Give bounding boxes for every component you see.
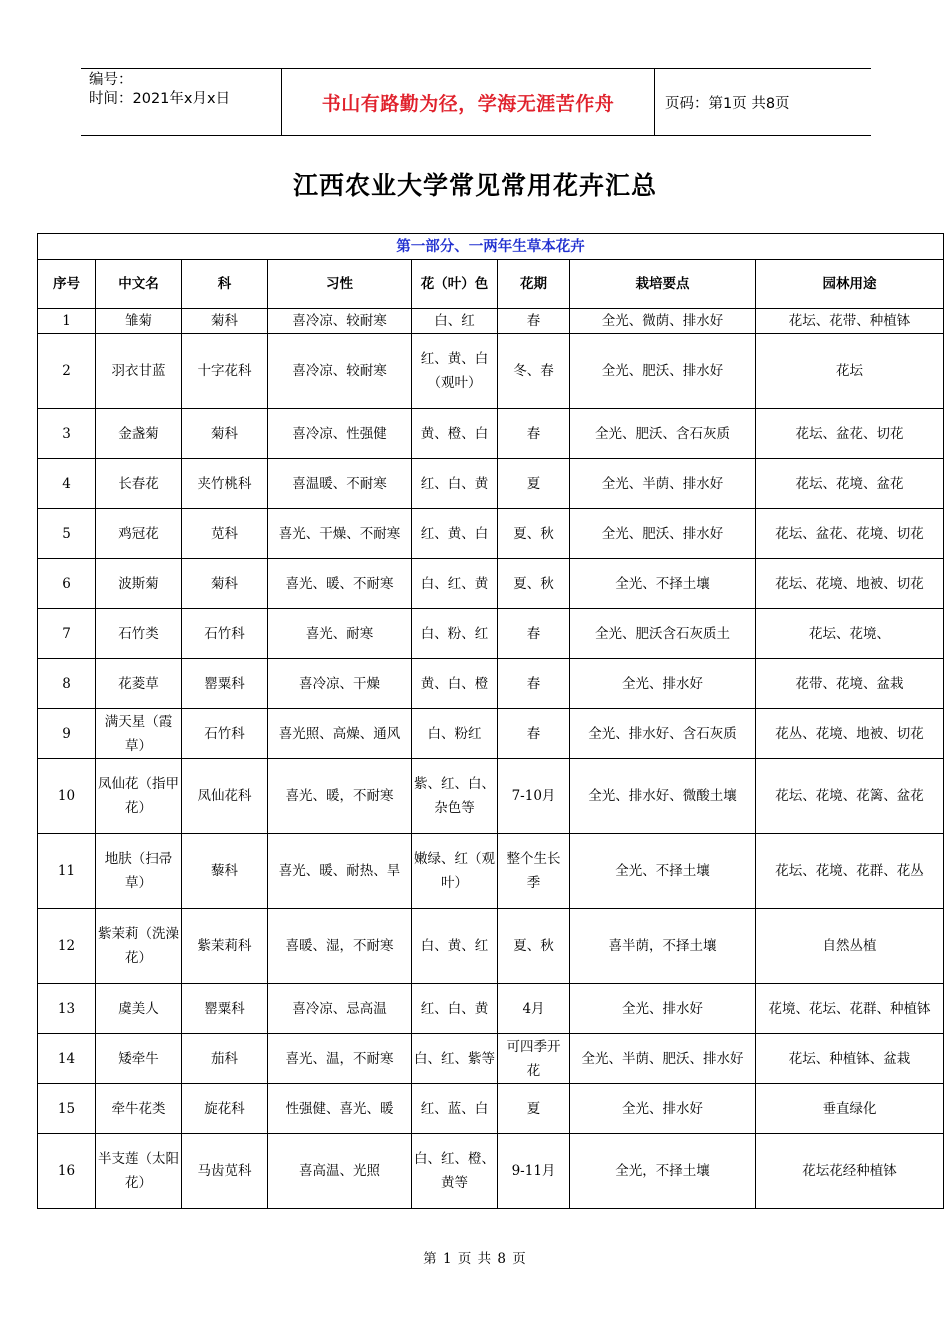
flower-table — [37, 233, 944, 1209]
table-row — [38, 659, 944, 709]
cell-family: 藜科 — [182, 834, 268, 909]
cell-family: 夹竹桃科 — [182, 459, 268, 509]
table-row — [38, 709, 944, 759]
cell-name: 虞美人 — [96, 984, 182, 1034]
cell-family: 罂粟科 — [182, 984, 268, 1034]
cell-cultivation: 全光、排水好、含石灰质 — [570, 709, 756, 759]
cell-usage: 花丛、花境、地被、切花 — [756, 709, 944, 759]
cell-usage: 花坛、种植钵、盆栽 — [756, 1034, 944, 1084]
table-row — [38, 909, 944, 984]
table-row — [38, 834, 944, 909]
cell-usage: 花坛花经种植钵 — [756, 1134, 944, 1209]
cell-family: 凤仙花科 — [182, 759, 268, 834]
cell-family: 马齿苋科 — [182, 1134, 268, 1209]
cell-usage: 花境、花坛、花群、种植钵 — [756, 984, 944, 1034]
cell-cultivation: 全光，不择土壤 — [570, 1134, 756, 1209]
cell-cultivation: 全光、排水好 — [570, 984, 756, 1034]
cell-index: 4 — [38, 459, 96, 509]
cell-habit: 喜光照、高燥、通风 — [268, 709, 412, 759]
cell-season: 春 — [498, 409, 570, 459]
cell-name: 矮牵牛 — [96, 1034, 182, 1084]
table-row — [38, 1084, 944, 1134]
cell-usage: 花坛、花境、花群、花丛 — [756, 834, 944, 909]
col-header-usage: 园林用途 — [756, 260, 944, 309]
cell-name: 花菱草 — [96, 659, 182, 709]
cell-family: 苋科 — [182, 509, 268, 559]
cell-color: 白、粉红 — [412, 709, 498, 759]
cell-color: 红、黄、白 — [412, 509, 498, 559]
cell-family: 旋花科 — [182, 1084, 268, 1134]
cell-name: 波斯菊 — [96, 559, 182, 609]
cell-habit: 喜冷凉、忌高温 — [268, 984, 412, 1034]
cell-habit: 喜光、暖、耐热、旱 — [268, 834, 412, 909]
cell-season: 9-11月 — [498, 1134, 570, 1209]
table-row — [38, 309, 944, 334]
cell-season: 可四季开花 — [498, 1034, 570, 1084]
cell-habit: 喜光、干燥、不耐寒 — [268, 509, 412, 559]
cell-season: 夏、秋 — [498, 909, 570, 984]
cell-index: 1 — [38, 309, 96, 334]
cell-habit: 喜高温、光照 — [268, 1134, 412, 1209]
cell-habit: 喜光、温，不耐寒 — [268, 1034, 412, 1084]
cell-usage: 花坛、花带、种植钵 — [756, 309, 944, 334]
cell-cultivation: 全光、不择土壤 — [570, 559, 756, 609]
table-header-row — [38, 260, 944, 309]
cell-cultivation: 全光、半荫、排水好 — [570, 459, 756, 509]
cell-index: 16 — [38, 1134, 96, 1209]
header-page-info: 页码：第1页 共8页 — [665, 95, 790, 112]
cell-color: 白、红、橙、黄等 — [412, 1134, 498, 1209]
cell-season: 7-10月 — [498, 759, 570, 834]
col-header-name: 中文名 — [96, 260, 182, 309]
cell-color: 白、粉、红 — [412, 609, 498, 659]
cell-usage: 花坛、花境、 — [756, 609, 944, 659]
cell-index: 5 — [38, 509, 96, 559]
cell-color: 白、红、紫等 — [412, 1034, 498, 1084]
table-row — [38, 1134, 944, 1209]
table-row — [38, 1034, 944, 1084]
cell-cultivation: 喜半荫，不择土壤 — [570, 909, 756, 984]
cell-name: 雏菊 — [96, 309, 182, 334]
cell-season: 春 — [498, 309, 570, 334]
cell-color: 白、红、黄 — [412, 559, 498, 609]
cell-season: 春 — [498, 709, 570, 759]
cell-family: 罂粟科 — [182, 659, 268, 709]
table-row — [38, 984, 944, 1034]
cell-color: 白、黄、红 — [412, 909, 498, 984]
cell-habit: 喜暖、湿，不耐寒 — [268, 909, 412, 984]
time-label: 时间：2021年x月x日 — [89, 91, 231, 107]
cell-usage: 花坛、花境、地被、切花 — [756, 559, 944, 609]
cell-color: 紫、红、白、杂色等 — [412, 759, 498, 834]
cell-name: 满天星（霞草） — [96, 709, 182, 759]
cell-family: 十字花科 — [182, 334, 268, 409]
cell-usage: 花坛、花境、花篱、盆花 — [756, 759, 944, 834]
cell-season: 春 — [498, 609, 570, 659]
cell-habit: 喜冷凉、较耐寒 — [268, 309, 412, 334]
cell-cultivation: 全光、排水好 — [570, 659, 756, 709]
cell-name: 长春花 — [96, 459, 182, 509]
cell-cultivation: 全光、排水好、微酸土壤 — [570, 759, 756, 834]
cell-family: 菊科 — [182, 559, 268, 609]
page-title: 江西农业大学常见常用花卉汇总 — [292, 171, 657, 200]
cell-family: 茄科 — [182, 1034, 268, 1084]
table-row — [38, 409, 944, 459]
col-header-habit: 习性 — [268, 260, 412, 309]
page-footer: 第 1 页 共 8 页 — [423, 1251, 527, 1267]
cell-cultivation: 全光、肥沃、排水好 — [570, 334, 756, 409]
cell-name: 金盏菊 — [96, 409, 182, 459]
col-header-family: 科 — [182, 260, 268, 309]
section-row — [38, 234, 944, 260]
cell-name: 牵牛花类 — [96, 1084, 182, 1134]
cell-color: 红、白、黄 — [412, 459, 498, 509]
cell-habit: 喜光、暖，不耐寒 — [268, 759, 412, 834]
cell-usage: 花坛、花境、盆花 — [756, 459, 944, 509]
cell-name: 凤仙花（指甲花） — [96, 759, 182, 834]
cell-color: 白、红 — [412, 309, 498, 334]
cell-habit: 喜温暖、不耐寒 — [268, 459, 412, 509]
col-header-cultivation: 栽培要点 — [570, 260, 756, 309]
cell-name: 羽衣甘蓝 — [96, 334, 182, 409]
cell-cultivation: 全光、排水好 — [570, 1084, 756, 1134]
cell-index: 9 — [38, 709, 96, 759]
table-row — [38, 509, 944, 559]
cell-family: 紫茉莉科 — [182, 909, 268, 984]
cell-season: 夏、秋 — [498, 559, 570, 609]
document-header — [81, 68, 871, 136]
cell-index: 8 — [38, 659, 96, 709]
cell-usage: 花坛、盆花、切花 — [756, 409, 944, 459]
cell-index: 6 — [38, 559, 96, 609]
cell-usage: 自然丛植 — [756, 909, 944, 984]
cell-color: 红、黄、白（观叶） — [412, 334, 498, 409]
cell-habit: 喜光、耐寒 — [268, 609, 412, 659]
number-label: 编号： — [89, 72, 133, 88]
cell-habit: 性强健、喜光、暖 — [268, 1084, 412, 1134]
cell-season: 整个生长季 — [498, 834, 570, 909]
cell-usage: 垂直绿化 — [756, 1084, 944, 1134]
cell-usage: 花坛、盆花、花境、切花 — [756, 509, 944, 559]
cell-cultivation: 全光、肥沃含石灰质土 — [570, 609, 756, 659]
cell-name: 鸡冠花 — [96, 509, 182, 559]
table-row — [38, 609, 944, 659]
cell-name: 石竹类 — [96, 609, 182, 659]
table-row — [38, 334, 944, 409]
cell-color: 黄、橙、白 — [412, 409, 498, 459]
cell-habit: 喜冷凉、较耐寒 — [268, 334, 412, 409]
col-header-index: 序号 — [38, 260, 96, 309]
cell-color: 红、蓝、白 — [412, 1084, 498, 1134]
table-row — [38, 559, 944, 609]
cell-index: 3 — [38, 409, 96, 459]
table-row — [38, 759, 944, 834]
cell-season: 冬、春 — [498, 334, 570, 409]
cell-season: 4月 — [498, 984, 570, 1034]
cell-index: 13 — [38, 984, 96, 1034]
cell-habit: 喜冷凉、性强健 — [268, 409, 412, 459]
cell-habit: 喜光、暖、不耐寒 — [268, 559, 412, 609]
cell-cultivation: 全光、微荫、排水好 — [570, 309, 756, 334]
cell-name: 半支莲（太阳花） — [96, 1134, 182, 1209]
cell-index: 14 — [38, 1034, 96, 1084]
cell-family: 石竹科 — [182, 609, 268, 659]
cell-season: 夏 — [498, 459, 570, 509]
cell-name: 地肤（扫帚草） — [96, 834, 182, 909]
cell-family: 菊科 — [182, 409, 268, 459]
cell-name: 紫茉莉（洗澡花） — [96, 909, 182, 984]
cell-season: 夏、秋 — [498, 509, 570, 559]
cell-season: 夏 — [498, 1084, 570, 1134]
cell-cultivation: 全光、不择土壤 — [570, 834, 756, 909]
cell-color: 黄、白、橙 — [412, 659, 498, 709]
cell-habit: 喜冷凉、干燥 — [268, 659, 412, 709]
cell-index: 11 — [38, 834, 96, 909]
col-header-season: 花期 — [498, 260, 570, 309]
table-row — [38, 459, 944, 509]
cell-usage: 花坛 — [756, 334, 944, 409]
cell-cultivation: 全光、肥沃、含石灰质 — [570, 409, 756, 459]
cell-season: 春 — [498, 659, 570, 709]
cell-color: 嫩绿、红（观叶） — [412, 834, 498, 909]
cell-color: 红、白、黄 — [412, 984, 498, 1034]
col-header-color: 花（叶）色 — [412, 260, 498, 309]
header-meta — [81, 69, 282, 135]
cell-usage: 花带、花境、盆栽 — [756, 659, 944, 709]
cell-family: 石竹科 — [182, 709, 268, 759]
cell-cultivation: 全光、半荫、肥沃、排水好 — [570, 1034, 756, 1084]
cell-family: 菊科 — [182, 309, 268, 334]
cell-index: 12 — [38, 909, 96, 984]
cell-index: 15 — [38, 1084, 96, 1134]
cell-index: 10 — [38, 759, 96, 834]
cell-cultivation: 全光、肥沃、排水好 — [570, 509, 756, 559]
cell-index: 7 — [38, 609, 96, 659]
cell-index: 2 — [38, 334, 96, 409]
header-motto: 书山有路勤为径，学海无涯苦作舟 — [282, 69, 655, 135]
section-title: 第一部分、一两年生草本花卉 — [38, 234, 944, 260]
